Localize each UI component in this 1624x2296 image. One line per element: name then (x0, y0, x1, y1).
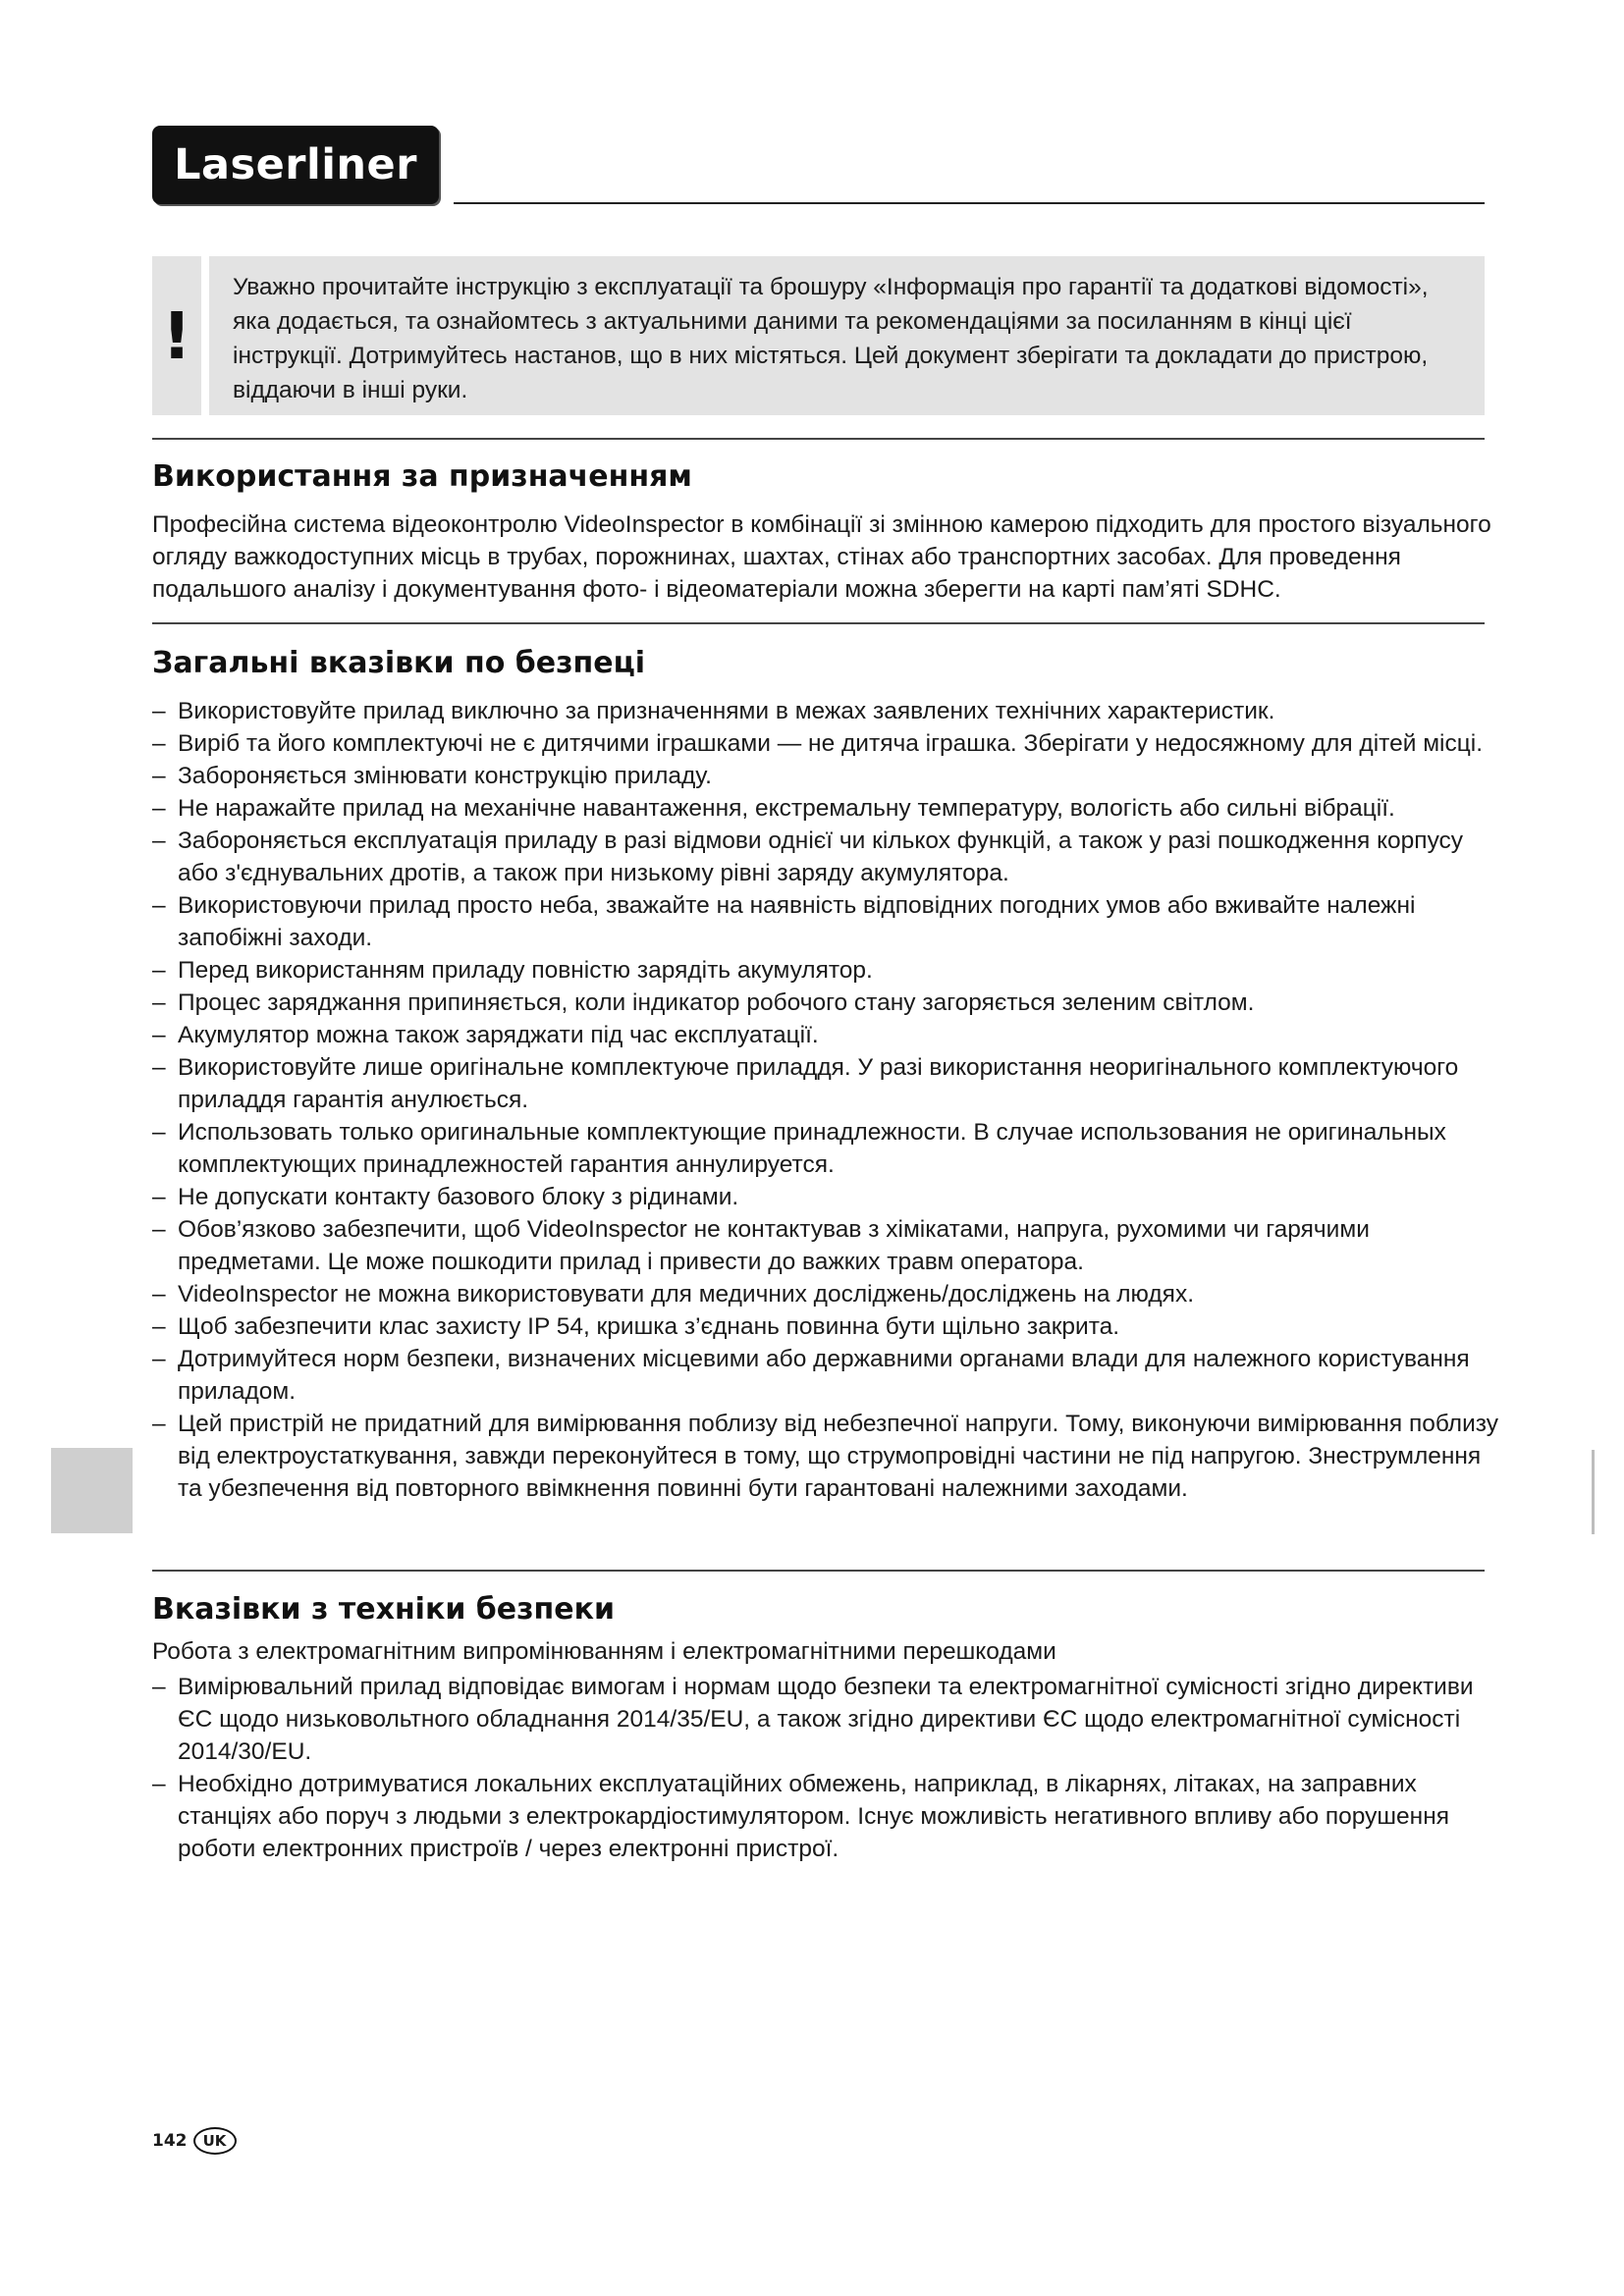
general-safety-list (152, 695, 1502, 1505)
list-item: – Забороняється експлуатація приладу в разі відмови однієї чи кількох функцій, а також у разі пошкодження корпусу або з'єднувальних дротів, а також при низькому рівні заряду акумулятора. (152, 828, 1464, 886)
list-item: – Використовуйте прилад виключно за призначеннями в межах заявлених технічних характеристик. (152, 698, 1275, 724)
list-item: – Використовуючи прилад просто неба, зважайте на наявність відповідних погодних умов або вживайте належні запобіжні заходи. (152, 892, 1416, 951)
list-item: – Перед використанням приладу повністю зарядіть акумулятор. (152, 957, 873, 984)
list-item: – Обов’язково забезпечити, щоб VideoInspector не контактував з хімікатами, напруга, рухомими чи гарячими предметами. Це може пошкодити прилад і привести до важких травм оператора. (152, 1216, 1370, 1275)
side-edge-line (1592, 1450, 1595, 1534)
header-divider (454, 202, 1485, 204)
list-item: – Вимірювальний прилад відповідає вимогам і нормам щодо безпеки та електромагнітної сумісності згідно директиви ЄС щодо низьковольтного обладнання 2014/35/EU, а також згідно директиви ЄС щодо електромагнітної сумісності 2014/30/EU. (152, 1674, 1474, 1765)
list-item: – Необхідно дотримуватися локальних експлуатаційних обмежень, наприклад, в лікарнях, літаках, на заправних станціях або поруч з людьми з електрокардіостимулятором. Існує можливість негативного впливу або порушення роботи електронних пристроїв / через електронні пристрої. (152, 1771, 1450, 1862)
section-title-intended-use: Використання за призначенням (152, 459, 692, 494)
brand-logo: Laserliner (152, 126, 439, 204)
exclamation-icon: ! (152, 256, 201, 415)
list-item: – Не наражайте прилад на механічне навантаження, екстремальну температуру, вологість або сильні вібрації. (152, 795, 1395, 822)
list-item: – Виріб та його комплектуючі не є дитячими іграшками — не дитяча іграшка. Зберігати у недосяжному для дітей місці. (152, 730, 1484, 757)
section-title-safety-instructions: Вказівки з техніки безпеки (152, 1592, 615, 1627)
side-tab-marker (51, 1448, 133, 1533)
section-title-general-safety: Загальні вказівки по безпеці (152, 646, 646, 680)
notice-box (152, 256, 1485, 415)
list-item: – Дотримуйтеся норм безпеки, визначених місцевими або державними органами влади для належного користування приладом. (152, 1346, 1470, 1405)
list-item: – Використовуйте лише оригінальне комплектуюче приладдя. У разі використання неоригінального комплектуючого приладдя гарантія анулюється. (152, 1054, 1459, 1113)
safety-instructions-list (152, 1671, 1502, 1865)
safety-subtitle: Робота з електромагнітним випромінюванням і електромагнітними перешкодами (152, 1638, 1056, 1665)
list-item: – Процес заряджання припиняється, коли індикатор робочого стану загоряється зеленим світлом. (152, 989, 1255, 1016)
intended-use-text: Професійна система відеоконтролю VideoInspector в комбінації зі змінною камерою підходить для простого візуального огляду важкодоступних місць в трубах, порожнинах, шахтах, стінах або транспортних засобах. Для проведення подальшого аналізу і документування фото- і відеоматеріали можна зберегти на карті пам’яті SDHC. (152, 511, 1491, 603)
notice-text: Уважно прочитайте інструкцію з експлуатації та брошуру «Інформація про гарантії та додаткові відомості», яка додається, та ознайомтесь з актуальними даними та рекомендаціями за посиланням в кінці цієї інструкції. Дотримуйтесь настанов, що в них містяться. Цей документ зберігати та докладати до пристрою, віддаючи в інші руки. (209, 256, 1485, 415)
section-divider (152, 438, 1485, 440)
list-item: – Щоб забезпечити клас захисту IP 54, кришка з’єднань повинна бути щільно закрита. (152, 1313, 1120, 1340)
list-item: – Забороняється змінювати конструкцію приладу. (152, 763, 712, 789)
section-divider (152, 622, 1485, 624)
list-item: – Цей пристрій не придатний для вимірювання поблизу від небезпечної напруги. Тому, виконуючи вимірювання поблизу від електроустаткування, завжди переконуйтеся в тому, що струмопровідні частини не під напругою. Знеструмлення та убезпечення від повторного ввімкнення повинні бути гарантовані належними заходами. (152, 1411, 1498, 1502)
list-item: – Акумулятор можна також заряджати під час експлуатації. (152, 1022, 819, 1048)
section-divider (152, 1570, 1485, 1572)
list-item: – Использовать только оригинальные комплектующие принадлежности. В случае использования не оригинальных комплектующих принадлежностей гарантия аннулируется. (152, 1119, 1446, 1178)
list-item: – VideoInspector не можна використовувати для медичних досліджень/досліджень на людях. (152, 1281, 1195, 1308)
page-footer (152, 2127, 237, 2155)
list-item: – Не допускати контакту базового блоку з рідинами. (152, 1184, 739, 1210)
language-badge: UK (193, 2127, 237, 2155)
page-number: 142 (152, 2131, 188, 2151)
